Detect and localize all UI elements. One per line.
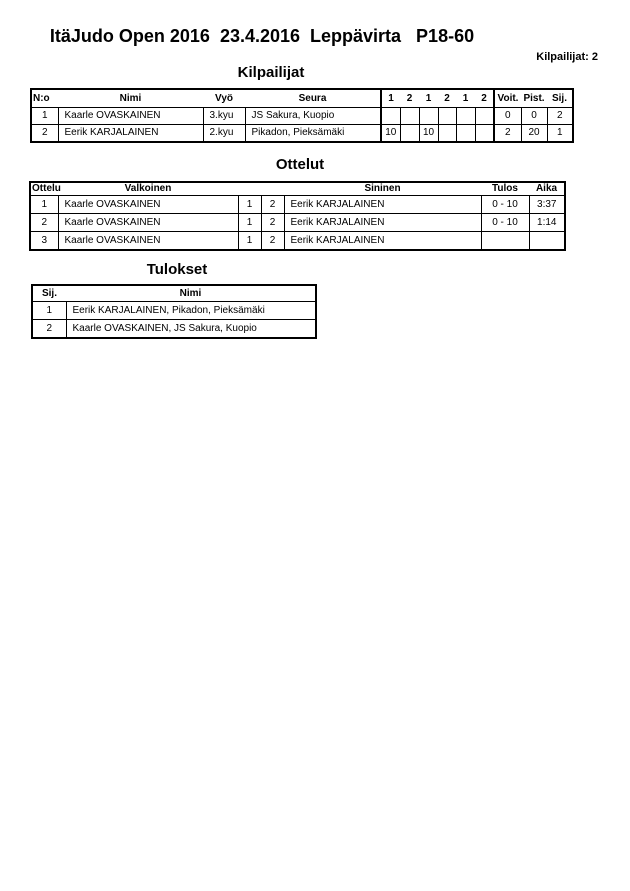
cell: Eerik KARJALAINEN bbox=[284, 214, 481, 232]
column-header: Pist. bbox=[521, 89, 547, 108]
cell: 2 bbox=[261, 196, 284, 214]
column-header bbox=[261, 182, 284, 196]
column-header: Valkoinen bbox=[58, 182, 238, 196]
cell: 2 bbox=[261, 232, 284, 251]
competitor-count-label: Kilpailijat: 2 bbox=[536, 51, 598, 63]
table-row bbox=[32, 320, 316, 339]
cell bbox=[400, 125, 419, 143]
column-header: Voit. bbox=[494, 89, 521, 108]
cell bbox=[481, 232, 529, 251]
column-header bbox=[238, 182, 261, 196]
column-header: Aika bbox=[529, 182, 565, 196]
cell: 0 - 10 bbox=[481, 214, 529, 232]
table-row bbox=[31, 108, 573, 125]
cell bbox=[456, 125, 475, 143]
cell: Kaarle OVASKAINEN bbox=[58, 232, 238, 251]
column-header: N:o bbox=[31, 89, 58, 108]
column-header: 2 bbox=[438, 89, 456, 108]
cell: 1:14 bbox=[529, 214, 565, 232]
cell: Kaarle OVASKAINEN, JS Sakura, Kuopio bbox=[66, 320, 316, 339]
cell bbox=[475, 125, 494, 143]
cell: 1 bbox=[238, 214, 261, 232]
cell: Eerik KARJALAINEN, Pikadon, Pieksämäki bbox=[66, 302, 316, 320]
header-row bbox=[31, 89, 573, 108]
cell bbox=[419, 108, 438, 125]
cell: 1 bbox=[32, 302, 66, 320]
cell: 2.kyu bbox=[203, 125, 245, 143]
document-title: ItäJudo Open 2016 23.4.2016 Leppävirta P18-60 bbox=[49, 26, 475, 46]
matches-section-heading: Ottelut bbox=[275, 156, 325, 173]
cell: 1 bbox=[238, 232, 261, 251]
table-row bbox=[30, 214, 565, 232]
cell: 2 bbox=[32, 320, 66, 339]
cell bbox=[438, 108, 456, 125]
cell: 1 bbox=[31, 108, 58, 125]
header-row bbox=[32, 285, 316, 302]
cell bbox=[400, 108, 419, 125]
cell bbox=[456, 108, 475, 125]
column-header: Nimi bbox=[66, 285, 316, 302]
cell: 1 bbox=[238, 196, 261, 214]
cell: 2 bbox=[494, 125, 521, 143]
cell: 0 bbox=[494, 108, 521, 125]
results-table-container bbox=[31, 284, 317, 339]
cell: 2 bbox=[261, 214, 284, 232]
cell: 20 bbox=[521, 125, 547, 143]
column-header: 2 bbox=[400, 89, 419, 108]
header-row bbox=[30, 182, 565, 196]
tulokset-table bbox=[31, 284, 317, 339]
cell: 1 bbox=[30, 196, 58, 214]
column-header: Sij. bbox=[32, 285, 66, 302]
column-header: Sininen bbox=[284, 182, 481, 196]
table-row bbox=[30, 196, 565, 214]
cell: Pikadon, Pieksämäki bbox=[245, 125, 381, 143]
cell bbox=[438, 125, 456, 143]
column-header: 1 bbox=[419, 89, 438, 108]
results-section-heading: Tulokset bbox=[146, 261, 208, 278]
ottelut-table bbox=[29, 181, 566, 251]
column-header: Ottelu bbox=[32, 183, 61, 194]
cell: 10 bbox=[381, 125, 400, 143]
cell: JS Sakura, Kuopio bbox=[245, 108, 381, 125]
column-header: Tulos bbox=[481, 182, 529, 196]
column-header: 1 bbox=[456, 89, 475, 108]
cell: 3 bbox=[30, 232, 58, 251]
column-header: 1 bbox=[381, 89, 400, 108]
cell: 2 bbox=[31, 125, 58, 143]
cell bbox=[475, 108, 494, 125]
cell: 0 bbox=[521, 108, 547, 125]
cell: 1 bbox=[547, 125, 573, 143]
column-header: Sij. bbox=[547, 89, 573, 108]
table-row bbox=[30, 232, 565, 251]
column-header: Seura bbox=[245, 89, 381, 108]
competitors-table-container bbox=[30, 88, 574, 143]
cell: 10 bbox=[419, 125, 438, 143]
table-row bbox=[32, 302, 316, 320]
column-header: 2 bbox=[475, 89, 494, 108]
column-header: Nimi bbox=[58, 89, 203, 108]
competitors-section-heading: Kilpailijat bbox=[237, 64, 305, 81]
matches-table-container bbox=[29, 181, 566, 251]
cell: Eerik KARJALAINEN bbox=[284, 232, 481, 251]
cell: 3:37 bbox=[529, 196, 565, 214]
cell bbox=[529, 232, 565, 251]
cell: 2 bbox=[30, 214, 58, 232]
column-header: Vyö bbox=[203, 89, 245, 108]
cell: Kaarle OVASKAINEN bbox=[58, 108, 203, 125]
cell: Eerik KARJALAINEN bbox=[284, 196, 481, 214]
cell: 0 - 10 bbox=[481, 196, 529, 214]
cell: 2 bbox=[547, 108, 573, 125]
cell: 3.kyu bbox=[203, 108, 245, 125]
kilpailijat-table bbox=[30, 88, 574, 143]
cell: Kaarle OVASKAINEN bbox=[58, 214, 238, 232]
cell: Kaarle OVASKAINEN bbox=[58, 196, 238, 214]
cell bbox=[381, 108, 400, 125]
table-row bbox=[31, 125, 573, 143]
cell: Eerik KARJALAINEN bbox=[58, 125, 203, 143]
